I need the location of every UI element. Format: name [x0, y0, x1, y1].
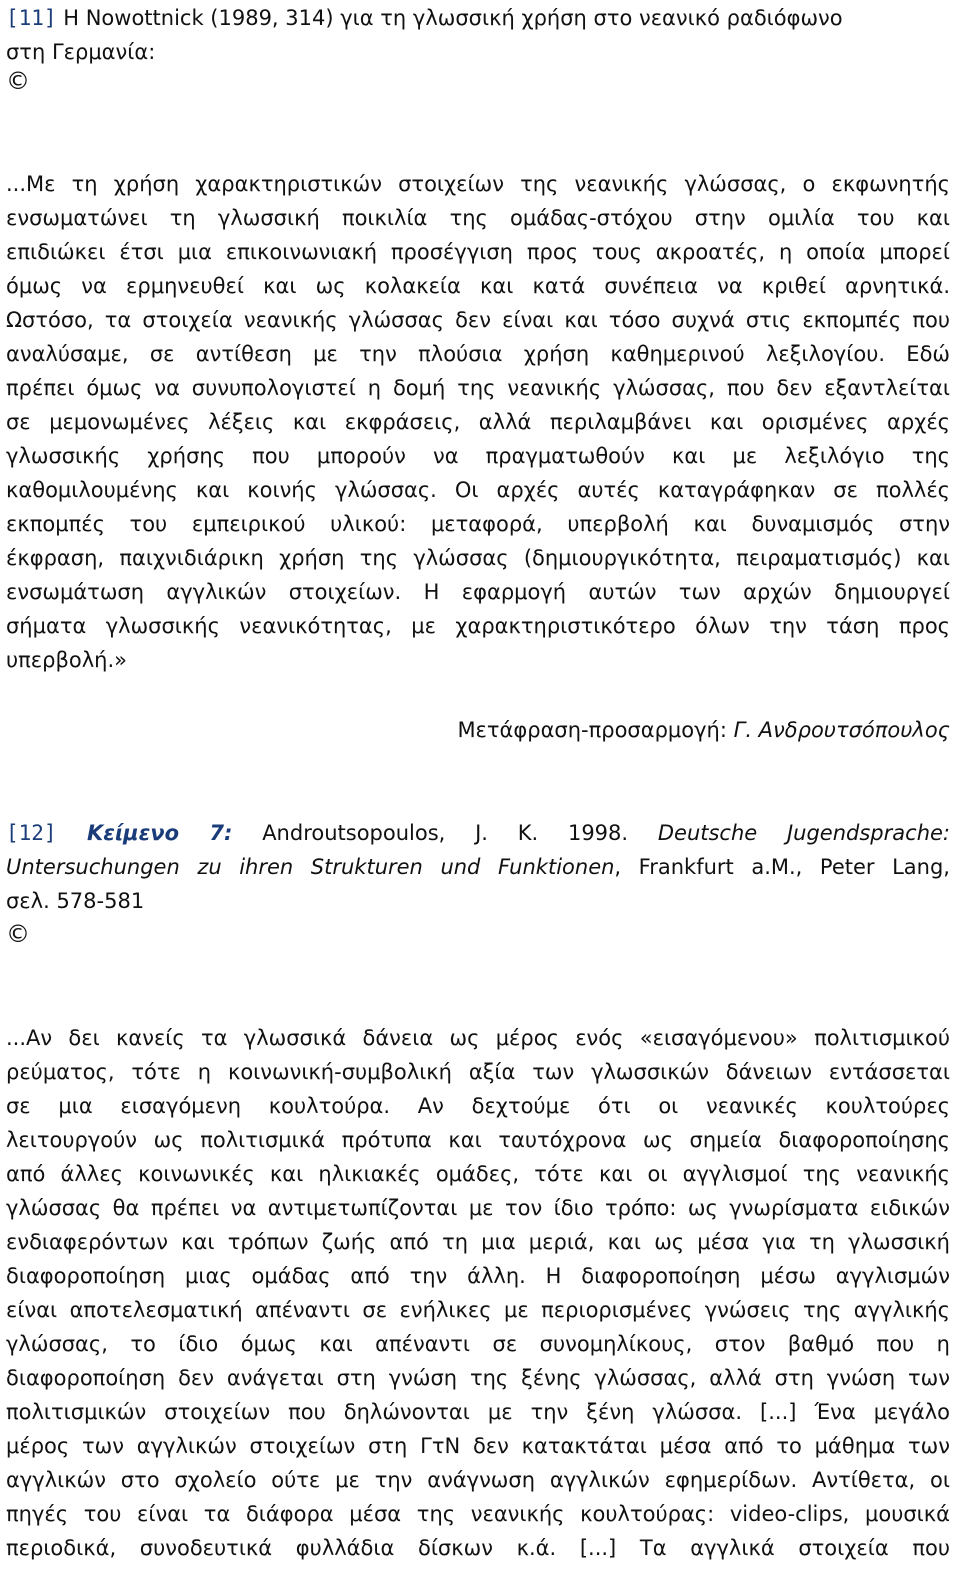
ref12-citation-b: , Frankfurt a.M., Peter Lang, — [614, 855, 950, 879]
quote11-line: σε μεμονωμένες λέξεις και εκφράσεις, αλλά περιλαμβάνει και ορισμένες αρχές — [6, 410, 950, 434]
quote11-line: πρέπει όμως να συνυπολογιστεί η δομή της νεανικής γλώσσας, που δεν εξαντλείται — [6, 376, 950, 400]
quote12-line: γλώσσας, το ίδιο όμως και απέναντι σε συνομηλίκους, στον βαθμό που η — [6, 1332, 950, 1356]
quote12-line: πολιτισμικών στοιχείων που δηλώνονται με την ξένη γλώσσα. [...] Ένα μεγάλο — [6, 1400, 950, 1424]
ref11-heading-text: Η Nowottnick (1989, 314) για τη γλωσσική χρήση στο νεανικό ραδιόφωνο — [56, 6, 843, 30]
translation-credit — [6, 713, 950, 747]
quote11-line: ενσωματώνει τη γλωσσική ποικιλία της ομάδας-στόχου στην ομιλία του και — [6, 206, 950, 230]
quote11-line: όμως να ερμηνευθεί και ως κολακεία και κατά συνέπεια να κριθεί αρνητικά. — [6, 274, 950, 298]
ref12-heading-line2 — [6, 850, 950, 884]
quote12-line: ...Αν δει κανείς τα γλωσσικά δάνεια ως μέρος ενός «εισαγόμενου» πολιτισμικού — [6, 1026, 950, 1050]
quote12-line: μέρος των αγγλικών στοιχείων στη ΓτΝ δεν κατακτάται μέσα από το μάθημα των — [6, 1434, 950, 1458]
quote11-line: υπερβολή.» — [6, 648, 127, 672]
ref12-tag: [12] — [6, 821, 57, 845]
quote11-line: ενσωμάτωση αγγλικών στοιχείων. Η εφαρμογή αυτών των αρχών δημιουργεί — [6, 580, 950, 604]
quote11-line: γλωσσικής χρήσης που μπορούν να πραγματωθούν και με λεξιλόγιο της — [6, 444, 950, 468]
quote11-line: έκφραση, παιχνιδιάρικη χρήση της γλώσσας (δημιουργικότητα, πειραματισμός) και — [6, 546, 950, 570]
ref11-heading-line2: στη Γερμανία: — [6, 40, 156, 64]
quote11-line: καθομιλουμένης και κοινής γλώσσας. Οι αρχές αυτές καταγράφηκαν σε πολλές — [6, 478, 950, 502]
quote11-line: σήματα γλωσσικής νεανικότητας, με χαρακτηριστικότερο όλων την τάση προς — [6, 614, 950, 638]
quote12-line: λειτουργούν ως πολιτισμικά πρότυπα και ταυτόχρονα ως σημεία διαφοροποίησης — [6, 1128, 950, 1152]
ref12-title: Κείμενο 7: — [56, 821, 233, 845]
ref12-book-b: Untersuchungen zu ihren Strukturen und Funktionen — [6, 855, 615, 879]
quote11-line: εκπομπές του εμπειρικού υλικού: μεταφορά, υπερβολή και δυναμισμός στην — [6, 512, 950, 536]
quote12-line: αγγλικών στο σχολείο ούτε με την ανάγνωση αγγλικών εφημερίδων. Αντίθετα, οι — [6, 1468, 950, 1492]
quote12-line: είναι αποτελεσματική απέναντι σε ενήλικες με περιορισμένες γνώσεις της αγγλικής — [6, 1298, 950, 1322]
quote12-line: ενδιαφερόντων και τρόπων ζωής από τη μια μεριά, και ως μέσα για τη γλωσσική — [6, 1230, 950, 1254]
ref11-heading-line1 — [6, 1, 950, 35]
quote11-line: αναλύσαμε, σε αντίθεση με την πλούσια χρήση καθημερινού λεξιλογίου. Εδώ — [6, 342, 950, 366]
quote11-line: Ωστόσο, τα στοιχεία νεανικής γλώσσας δεν είναι και τόσο συχνά στις εκπομπές που — [6, 308, 950, 332]
quote12-line: σε μια εισαγόμενη κουλτούρα. Αν δεχτούμε ότι οι νεανικές κουλτούρες — [6, 1094, 950, 1118]
quote12-line: διαφοροποίηση δεν ανάγεται στη γνώση της ξένης γλώσσας, αλλά στη γνώση των — [6, 1366, 950, 1390]
quote11-line: ...Με τη χρήση χαρακτηριστικών στοιχείων της νεανικής γλώσσας, ο εκφωνητής — [6, 172, 950, 196]
copyright-icon: © — [6, 920, 30, 948]
quote11-line: επιδιώκει έτσι μια επικοινωνιακή προσέγγιση προς τους ακροατές, η οποία μπορεί — [6, 240, 950, 264]
ref12-heading-line1 — [6, 816, 950, 850]
quote12-line: ρεύματος, τότε η κοινωνική-συμβολική αξία των γλωσσικών δάνειων εντάσσεται — [6, 1060, 950, 1084]
quote12-line: περιοδικά, συνοδευτικά φυλλάδια δίσκων κ.ά. [...] Τα αγγλικά στοιχεία που — [6, 1536, 950, 1560]
quote12-line: διαφοροποίηση μιας ομάδας από την άλλη. Η διαφοροποίηση μέσω αγγλισμών — [6, 1264, 950, 1288]
ref11-tag: [11] — [6, 6, 57, 30]
translation-label: Μετάφραση-προσαρμογή: — [457, 718, 734, 742]
ref12-book-a: Deutsche Jugendsprache: — [657, 821, 950, 845]
ref12-pages: σελ. 578-581 — [6, 889, 145, 913]
quote12-line: από άλλες κοινωνικές και ηλικιακές ομάδες, τότε και οι αγγλισμοί της νεανικής — [6, 1162, 950, 1186]
quote12-line: γλώσσας θα πρέπει να αντιμετωπίζονται με τον ίδιο τρόπο: ως γνωρίσματα ειδικών — [6, 1196, 950, 1220]
copyright-icon: © — [6, 67, 30, 95]
quote12-line: πηγές του είναι τα διάφορα μέσα της νεανικής κουλτούρας: video-clips, μουσικά — [6, 1502, 950, 1526]
translation-author: Γ. Ανδρουτσόπουλος — [733, 718, 950, 742]
ref12-citation-a: Androutsopoulos, J. K. 1998. — [232, 821, 658, 845]
